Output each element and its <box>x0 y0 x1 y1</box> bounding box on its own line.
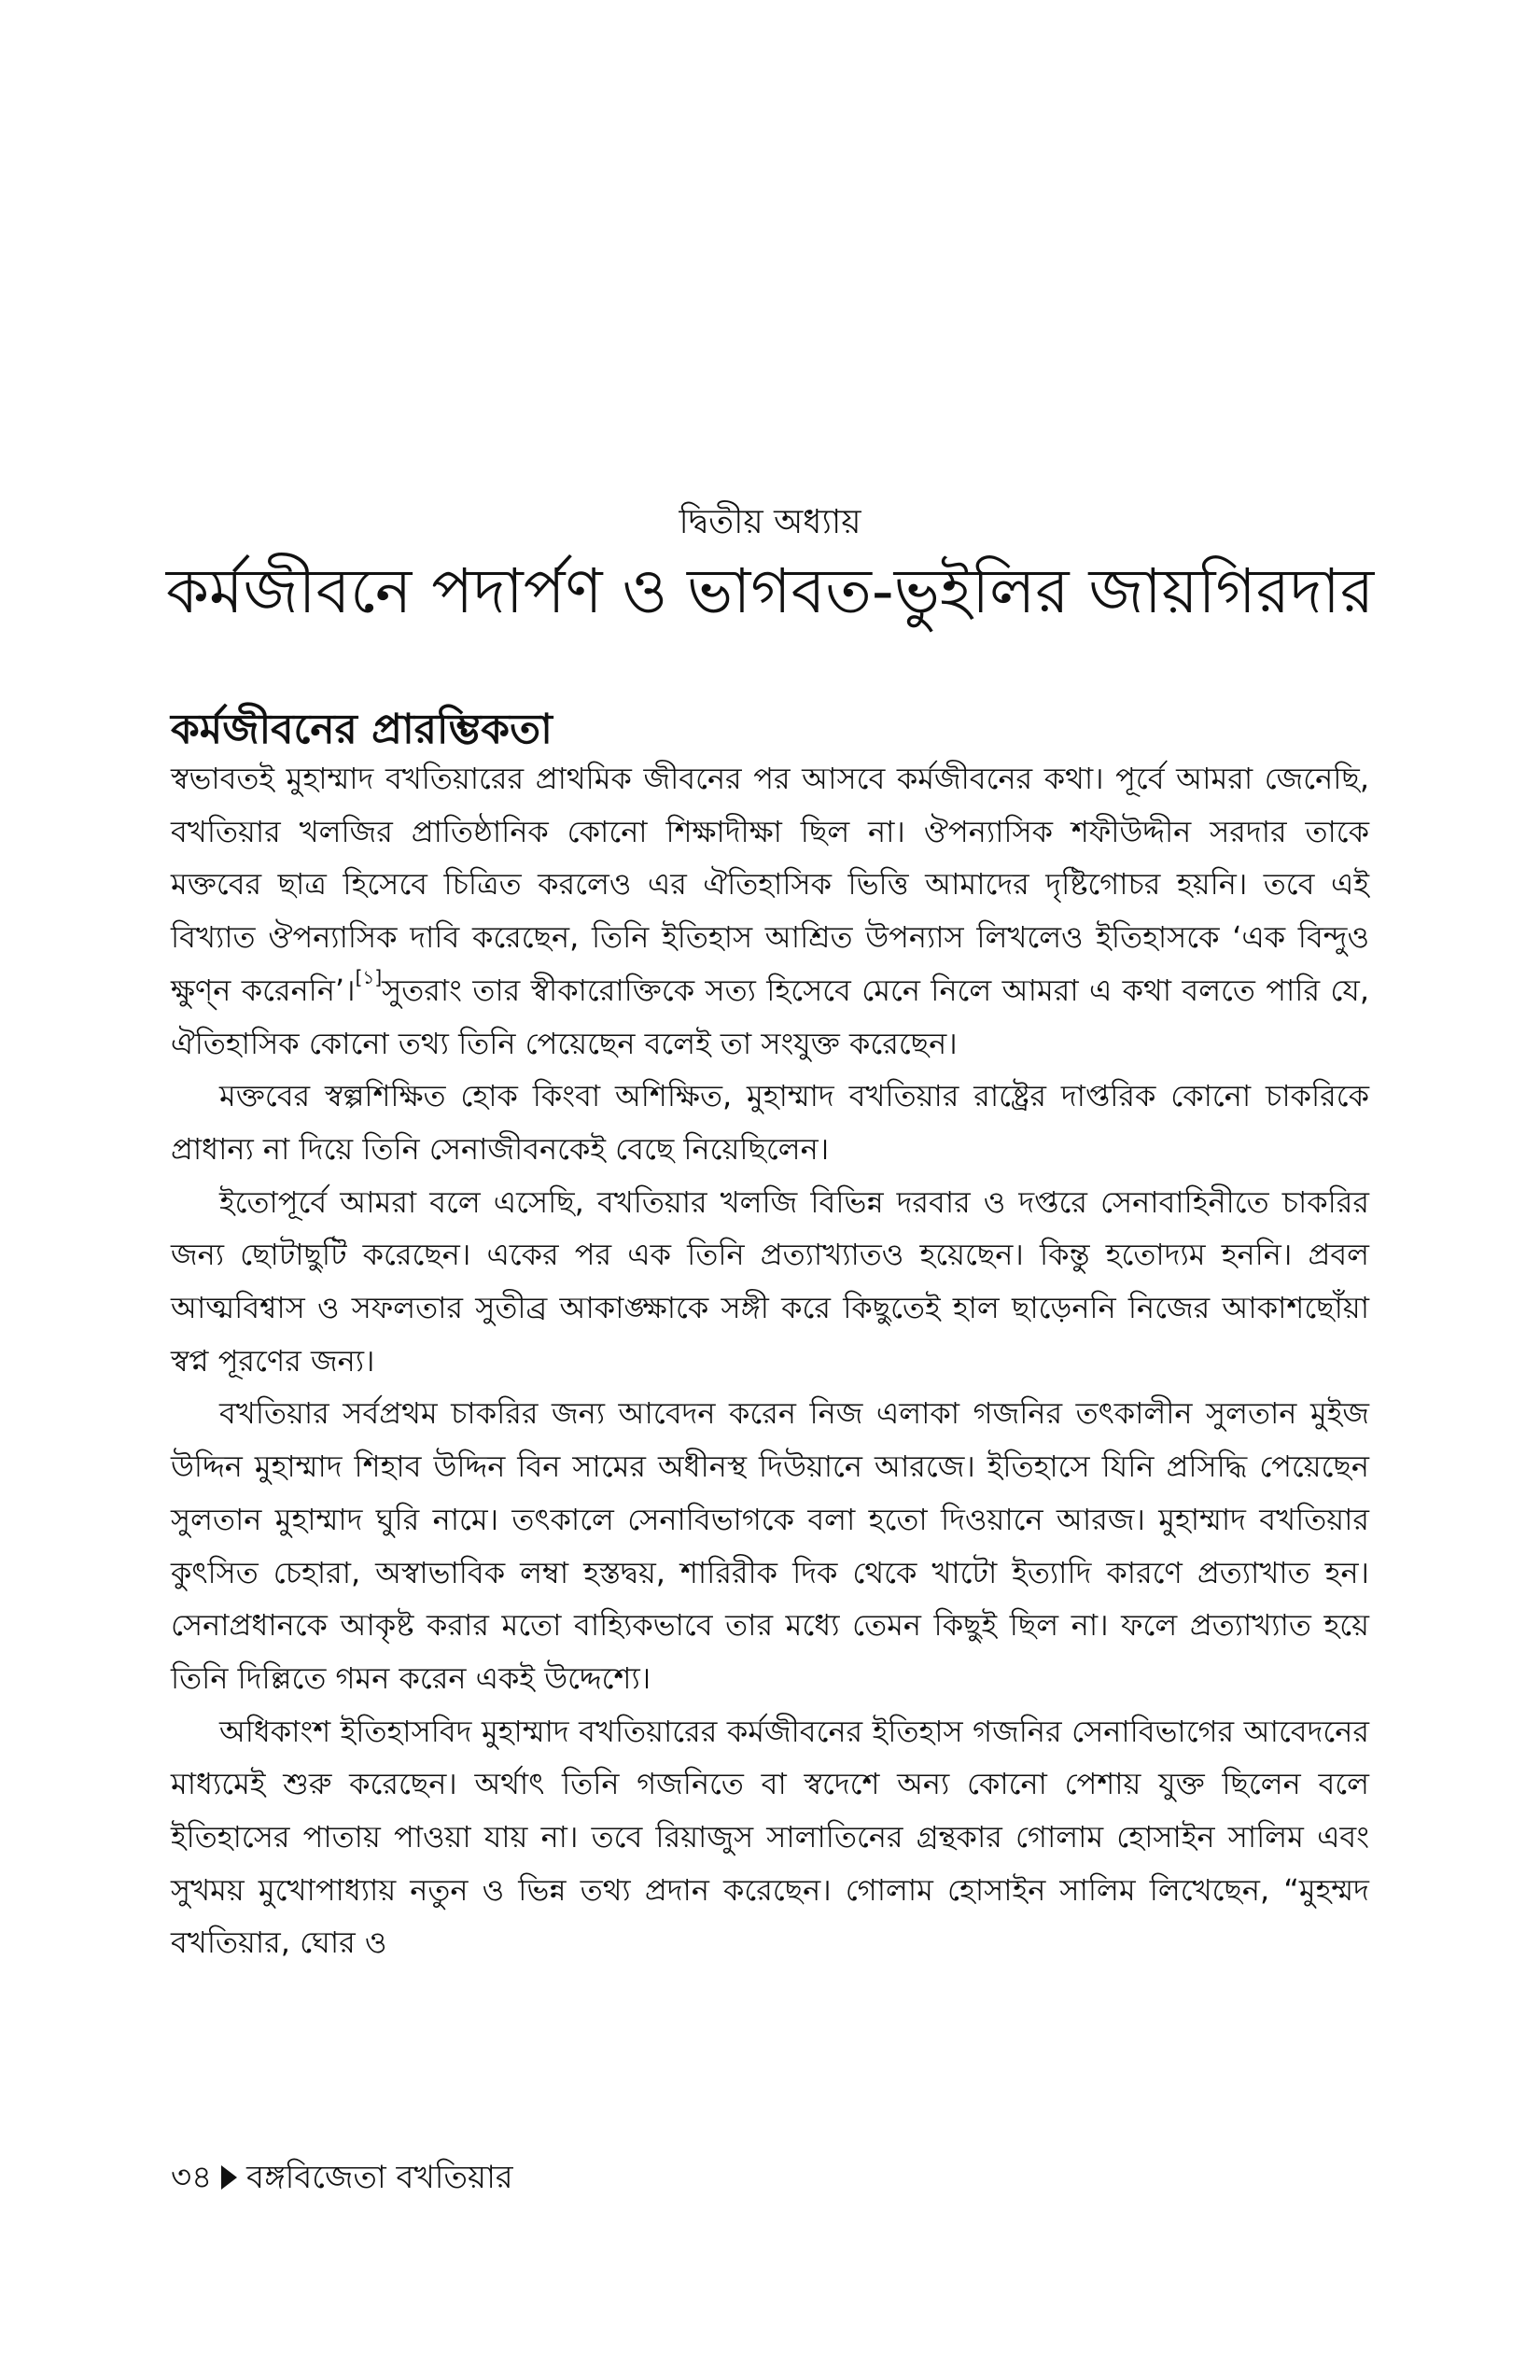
chapter-label: দ্বিতীয় অধ্যায় <box>679 503 861 541</box>
paragraph-1 <box>171 752 1369 1070</box>
paragraph-3: ইতোপূর্বে আমরা বলে এসেছি, বখতিয়ার খলজি বিভিন্ন দরবার ও দপ্তরে সেনাবাহিনীতে চাকরির জন্য ছোটাছুটি করেছেন। একের পর এক তিনি প্রত্যাখ্যাতও হয়েছেন। কিন্তু হতোদ্যম হননি। প্রবল আত্মবিশ্বাস ও সফলতার সুতীব্র আকাঙ্ক্ষাকে সঙ্গী করে কিছুতেই হাল ছাড়েননি নিজের আকাশছোঁয়া স্বপ্ন পূরণের জন্য। <box>171 1183 1369 1379</box>
footnote-ref: [১] <box>355 965 383 988</box>
book-title: বঙ্গবিজেতা বখতিয়ার <box>246 2159 513 2196</box>
paragraph-1-part-a: স্বভাবতই মুহাম্মাদ বখতিয়ারের প্রাথমিক জীবনের পর আসবে কর্মজীবনের কথা। পূর্বে আমরা জেনেছি, বখতিয়ার খলজির প্রাতিষ্ঠানিক কোনো শিক্ষাদীক্ষা ছিল না। ঔপন্যাসিক শফীউদ্দীন সরদার তাকে মক্তবের ছাত্র হিসেবে চিত্রিত করলেও এর ঐতিহাসিক ভিত্তি আমাদের দৃষ্টিগোচর হয়নি। তবে এই বিখ্যাত ঔপন্যাসিক দাবি করেছেন, তিনি ইতিহাস আশ্রিত উপন্যাস লিখলেও ইতিহাসকে ‘এক বিন্দুও ক্ষুণ্ন করেননি’। <box>171 761 1369 1008</box>
paragraph-4: বখতিয়ার সর্বপ্রথম চাকরির জন্য আবেদন করেন নিজ এলাকা গজনির তৎকালীন সুলতান মুইজ উদ্দিন মুহাম্মাদ শিহাব উদ্দিন বিন সামের অধীনস্থ দিউয়ানে আরজে। ইতিহাসে যিনি প্রসিদ্ধি পেয়েছেন সুলতান মুহাম্মাদ ঘুরি নামে। তৎকালে সেনাবিভাগকে বলা হতো দিওয়ানে আরজ। মুহাম্মাদ বখতিয়ার কুৎসিত চেহারা, অস্বাভাবিক লম্বা হস্তদ্বয়, শারিরীক দিক থেকে খাটো ইত্যাদি কারণে প্রত্যাখাত হন। সেনাপ্রধানকে আকৃষ্ট করার মতো বাহ্যিকভাবে তার মধ্যে তেমন কিছুই ছিল না। ফলে প্রত্যাখ্যাত হয়ে তিনি দিল্লিতে গমন করেন একই উদ্দেশ্যে। <box>171 1395 1369 1696</box>
body-text <box>171 752 1369 1969</box>
paragraph-2: মক্তবের স্বল্পশিক্ষিত হোক কিংবা অশিক্ষিত, মুহাম্মাদ বখতিয়ার রাষ্ট্রের দাপ্তরিক কোনো চাকরিকে প্রাধান্য না দিয়ে তিনি সেনাজীবনকেই বেছে নিয়েছিলেন। <box>171 1078 1369 1167</box>
paragraph-1-part-b: সুতরাং তার স্বীকারোক্তিকে সত্য হিসেবে মেনে নিলে আমরা এ কথা বলতে পারি যে, ঐতিহাসিক কোনো তথ্য তিনি পেয়েছেন বলেই তা সংযুক্ত করেছেন। <box>171 972 1369 1061</box>
chapter-title: কর্মজীবনে পদার্পণ ও ভাগবত-ভুইলির জায়গিরদার <box>165 555 1375 627</box>
triangle-right-icon <box>221 2165 237 2190</box>
section-heading: কর্মজীবনের প্রারম্ভিকতা <box>171 706 553 753</box>
paragraph-5: অধিকাংশ ইতিহাসবিদ মুহাম্মাদ বখতিয়ারের কর্মজীবনের ইতিহাস গজনির সেনাবিভাগের আবেদনের মাধ্যমেই শুরু করেছেন। অর্থাৎ তিনি গজনিতে বা স্বদেশে অন্য কোনো পেশায় যুক্ত ছিলেন বলে ইতিহাসের পাতায় পাওয়া যায় না। তবে রিয়াজুস সালাতিনের গ্রন্থকার গোলাম হোসাইন সালিম এবং সুখময় মুখোপাধ্যায় নতুন ও ভিন্ন তথ্য প্রদান করেছেন। গোলাম হোসাইন সালিম লিখেছেন, “মুহম্মদ বখতিয়ার, ঘোর ও <box>171 1713 1369 1961</box>
page-footer <box>171 2156 513 2199</box>
page-number: ৩৪ <box>171 2159 213 2196</box>
